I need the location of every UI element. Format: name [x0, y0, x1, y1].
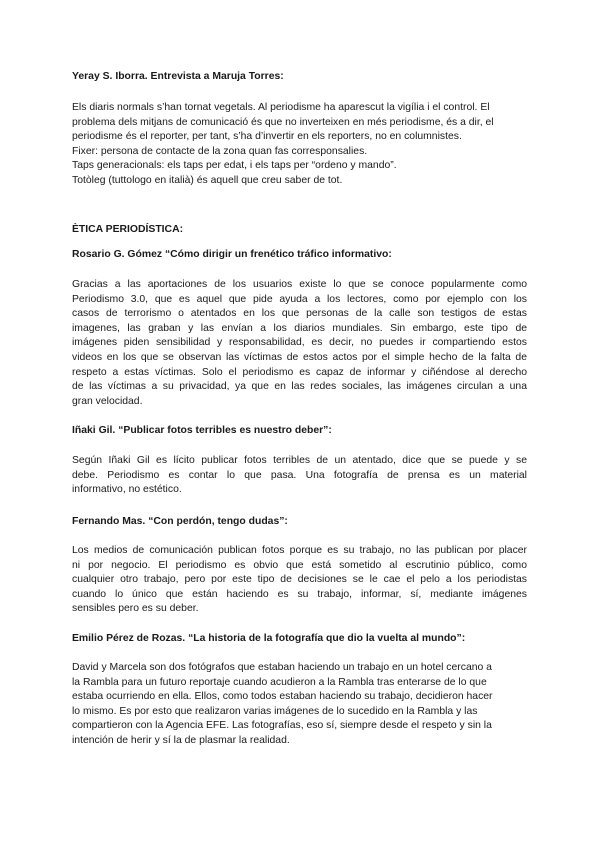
- text-line: cuando lo único que están haciendo es su trabajo, informar, sí, mediante imágenes: [72, 588, 527, 600]
- text-line: Gracias a las aportaciones de los usuarios existe lo que se conoce popularmente como: [72, 279, 527, 290]
- text-line: Els diaris normals s’han tornat vegetals. Al periodisme ha aparescut la vigília i el control. El: [72, 102, 490, 113]
- section-heading-rozas: Emilio Pérez de Rozas. “La historia de la fotografía que dio la vuelta al mundo”:: [72, 633, 466, 644]
- text-line: estaba ocurriendo en ella. Ellos, como todos estaban haciendo su trabajo, decidieron hacer: [72, 691, 493, 703]
- section-heading-mas: Fernando Mas. “Con perdón, tengo dudas”:: [72, 516, 288, 527]
- paragraph-torres: [72, 101, 527, 189]
- text-line: Taps generacionals: els taps per edat, i els taps per “ordeno y mando”.: [72, 160, 397, 172]
- paragraph-gil: [72, 454, 527, 498]
- text-line: de las víctimas a su privacidad, ya que en las redes sociales, las imágenes circulan a una: [72, 381, 527, 393]
- text-line: Fixer: persona de contacte de la zona quan fas corresponsalies.: [72, 145, 368, 157]
- paragraph-gomez: [72, 278, 527, 409]
- text-line: David y Marcela son dos fotógrafos que estaban haciendo un trabajo en un hotel cercano a: [72, 662, 492, 673]
- text-line: imagenes, las graban y las envían a los diarios mundiales. Sin embargo, este tipo de: [72, 322, 527, 334]
- text-line: respeto a estas víctimas. Solo el periodismo es capaz de informar y ciñéndose al derecho: [72, 366, 527, 378]
- text-line: periodisme és el reporter, per tant, s’ha d’invertir en els reporters, no en columnistes.: [72, 131, 462, 143]
- text-line: imágenes piden sensibilidad y responsabilidad, es decir, no puedes ir compartiendo estos: [72, 337, 527, 349]
- text-line: Totòleg (tuttologo en italià) és aquell que creu saber de tot.: [72, 174, 343, 186]
- section-heading-etica: ÈTICA PERIODÍSTICA:: [72, 224, 184, 235]
- text-line: informativo, no estético.: [72, 484, 182, 496]
- text-line: Periodismo 3.0, que es aquel que pide ayuda a los lectores, como por ejemplo con los: [72, 293, 527, 305]
- paragraph-mas: [72, 544, 527, 617]
- section-heading-torres: Yeray S. Iborra. Entrevista a Maruja Torres:: [72, 71, 284, 82]
- text-line: cualquier otro trabajo, pero por este tipo de decisiones se le cae el pelo a los periodistas: [72, 574, 527, 586]
- text-line: compartieron con la Agencia EFE. Las fotografías, eso sí, siempre desde el respeto y sin la: [72, 720, 492, 732]
- text-line: gran velocidad.: [72, 395, 143, 407]
- text-line: Los medios de comunicación publican fotos porque es su trabajo, no las publican por placer: [72, 545, 527, 556]
- section-heading-gomez: Rosario G. Gómez “Cómo dirigir un frenético tráfico informativo:: [72, 249, 392, 260]
- text-line: sensibles pero es su deber.: [72, 603, 199, 615]
- section-heading-gil: Iñaki Gil. “Publicar fotos terribles es nuestro deber”:: [72, 425, 332, 436]
- paragraph-rozas: [72, 661, 527, 749]
- text-line: problema dels mitjans de comunicació és que no inverteixen en més periodisme, és a dir, el: [72, 116, 494, 128]
- text-line: videos en los que se observan las víctimas de estos actos por el simple hecho de la falta de: [72, 351, 527, 363]
- text-line: intención de herir y sí la de plasmar la realidad.: [72, 734, 290, 746]
- text-line: casos de terrorismo o atentados en los que personas de la calle son testigos de estas: [72, 308, 527, 320]
- text-line: lo mismo. Es por esto que realizaron varias imágenes de lo sucedido en la Rambla y las: [72, 705, 478, 717]
- text-line: debe. Periodismo es contar lo que pasa. Una fotografía de prensa es un material: [72, 469, 527, 481]
- text-line: Según Iñaki Gil es lícito publicar fotos terribles de un atentado, dice que se puede y se: [72, 455, 527, 466]
- text-line: la Rambla para un futuro reportaje cuando acudieron a la Rambla tras enterarse de lo que: [72, 676, 487, 688]
- text-line: ni por negocio. El periodismo es obvio que está sometido al escrutinio público, como: [72, 559, 527, 571]
